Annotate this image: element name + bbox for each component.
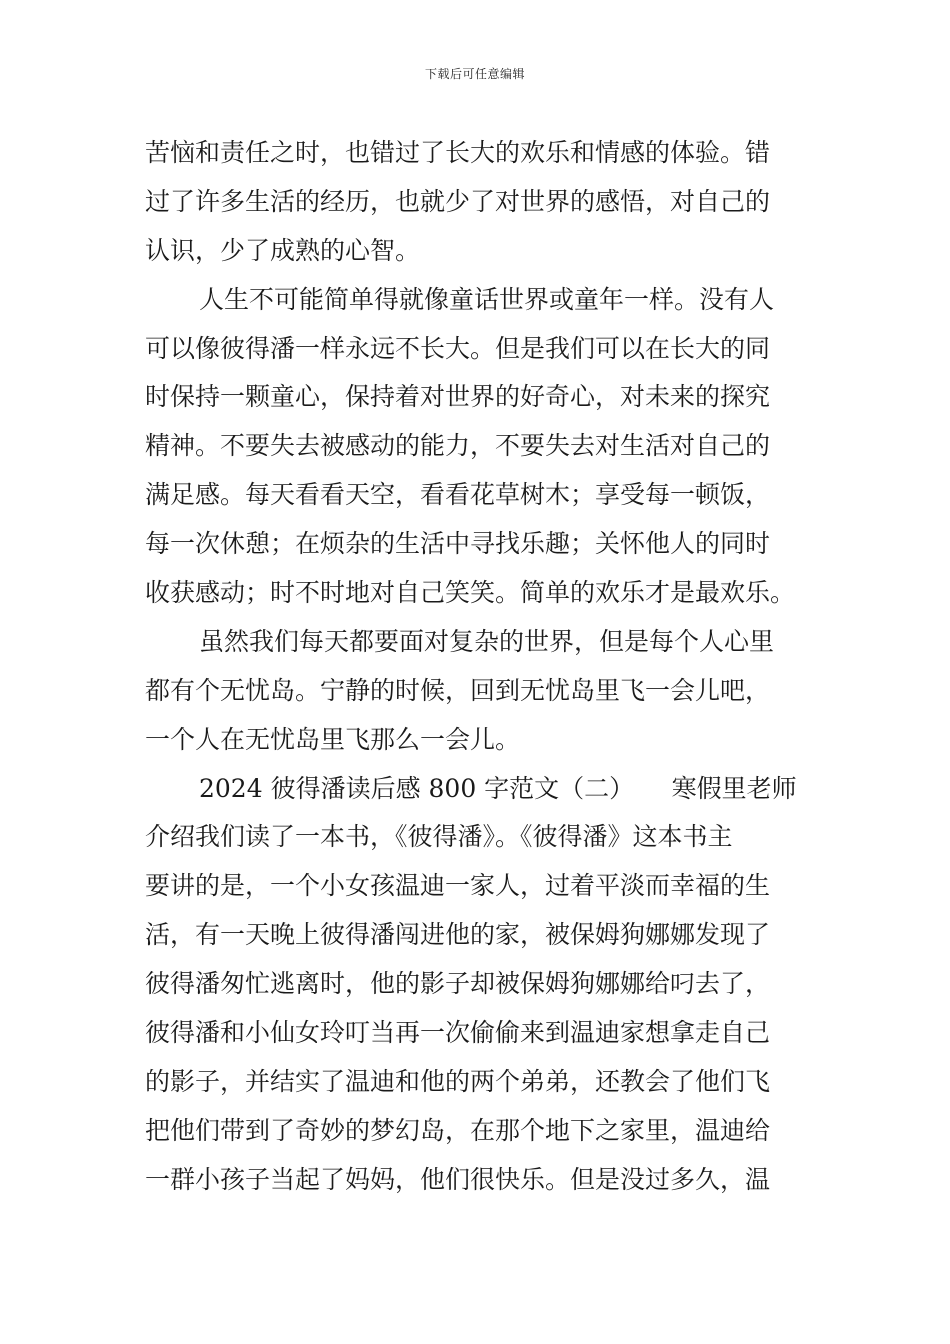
text-line: 时保持一颗童心，保持着对世界的好奇心，对未来的探究 [145,382,771,412]
text-line: 彼得潘和小仙女玲叮当再一次偷偷来到温迪家想拿走自己 [145,1018,771,1048]
body-text [145,131,807,1207]
text-line: 介绍我们读了一本书，《彼得潘》。《彼得潘》这本书主 [145,822,733,852]
paragraph-start-line: 虽然我们每天都要面对复杂的世界，但是每个人心里 [199,626,775,656]
text-line: 一个人在无忧岛里飞那么一会儿。 [145,724,521,754]
text-line: 过了许多生活的经历，也就少了对世界的感悟，对自己的 [145,186,771,216]
section-title-line: 2024 彼得潘读后感 800 字范文（二） 寒假里老师 [199,773,797,803]
text-line: 精神。不要失去被感动的能力，不要失去对生活对自己的 [145,431,771,461]
text-line: 认识，少了成熟的心智。 [145,235,421,265]
text-line: 的影子，并结实了温迪和他的两个弟弟，还教会了他们飞 [145,1066,771,1096]
text-line: 一群小孩子当起了妈妈，他们很快乐。但是没过多久，温 [145,1164,771,1194]
text-line: 要讲的是，一个小女孩温迪一家人，过着平淡而幸福的生 [145,871,771,901]
text-line: 每一次休憩；在烦杂的生活中寻找乐趣；关怀他人的同时 [145,529,771,559]
text-line: 苦恼和责任之时，也错过了长大的欢乐和情感的体验。错 [145,138,771,167]
text-line: 满足感。每天看看天空，看看花草树木；享受每一顿饭， [145,480,771,510]
text-line: 活，有一天晚上彼得潘闯进他的家，被保姆狗娜娜发现了 [145,920,771,950]
text-line: 都有个无忧岛。宁静的时候，回到无忧岛里飞一会儿吧， [145,675,771,705]
paragraph-start-line: 人生不可能简单得就像童话世界或童年一样。没有人 [199,284,775,314]
text-line: 彼得潘匆忙逃离时，他的影子却被保姆狗娜娜给叼去了， [145,969,771,999]
text-line: 收获感动；时不时地对自己笑笑。简单的欢乐才是最欢乐。 [145,578,796,608]
text-line: 可以像彼得潘一样永远不长大。但是我们可以在长大的同 [145,333,771,363]
header-note: 下载后可任意编辑 [424,67,525,81]
text-line: 把他们带到了奇妙的梦幻岛，在那个地下之家里，温迪给 [145,1115,771,1145]
